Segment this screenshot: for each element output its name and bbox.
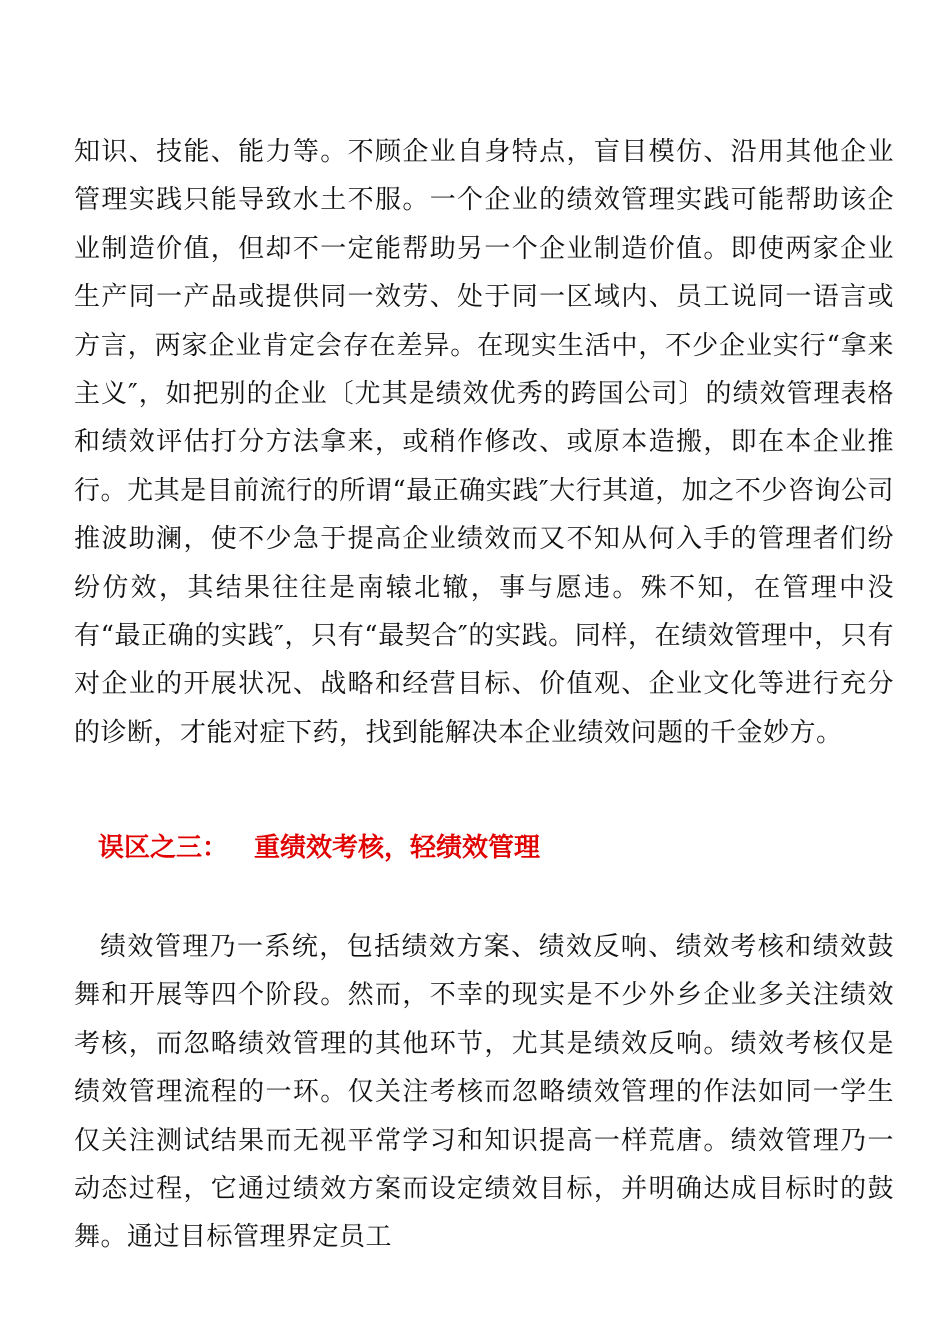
body-paragraph-1: 知识、技能、能力等。不顾企业自身特点，盲目模仿、沿用其他企业管理实践只能导致水土不服。一个企业的绩效管理实践可能帮助该企业制造价值，但却不一定能帮助另一个企业制造价值。即使两家企业生产同一产品或提供同一效劳、处于同一区域内、员工说同一语言或方言，两家企业肯定会存在差异。在现实生活中，不少企业实行“拿来主义″，如把别的企业〔尤其是绩效优秀的跨国公司〕的绩效管理表格和绩效评估打分方法拿来，或稍作修改、或原本造搬，即在本企业推行。尤其是目前流行的所谓“最正确实践″大行其道，加之不少咨询公司推波助澜，使不少急于提高企业绩效而又不知从何入手的管理者们纷纷仿效，其结果往往是南辕北辙，事与愿违。殊不知，在管理中没有“最正确的实践″，只有“最契合″的实践。同样，在绩效管理中，只有对企业的开展状况、战略和经营目标、价值观、企业文化等进行充分的诊断，才能对症下药，找到能解决本企业绩效问题的千金妙方。 <box>74 137 894 748</box>
body-paragraph-2: 绩效管理乃一系统，包括绩效方案、绩效反响、绩效考核和绩效鼓舞和开展等四个阶段。然而，不幸的现实是不少外乡企业多关注绩效考核，而忽略绩效管理的其他环节，尤其是绩效反响。绩效考核仅是绩效管理流程的一环。仅关注考核而忽略绩效管理的作法如同一学生仅关注测试结果而无视平常学习和知识提高一样荒唐。绩效管理乃一动态过程，它通过绩效方案而设定绩效目标，并明确达成目标时的鼓舞。通过目标管理界定员工 <box>74 932 894 1253</box>
section-heading-label: 误区之三： <box>98 833 229 863</box>
section-heading <box>98 828 540 868</box>
section-heading-title: 重绩效考核，轻绩效管理 <box>254 833 541 863</box>
